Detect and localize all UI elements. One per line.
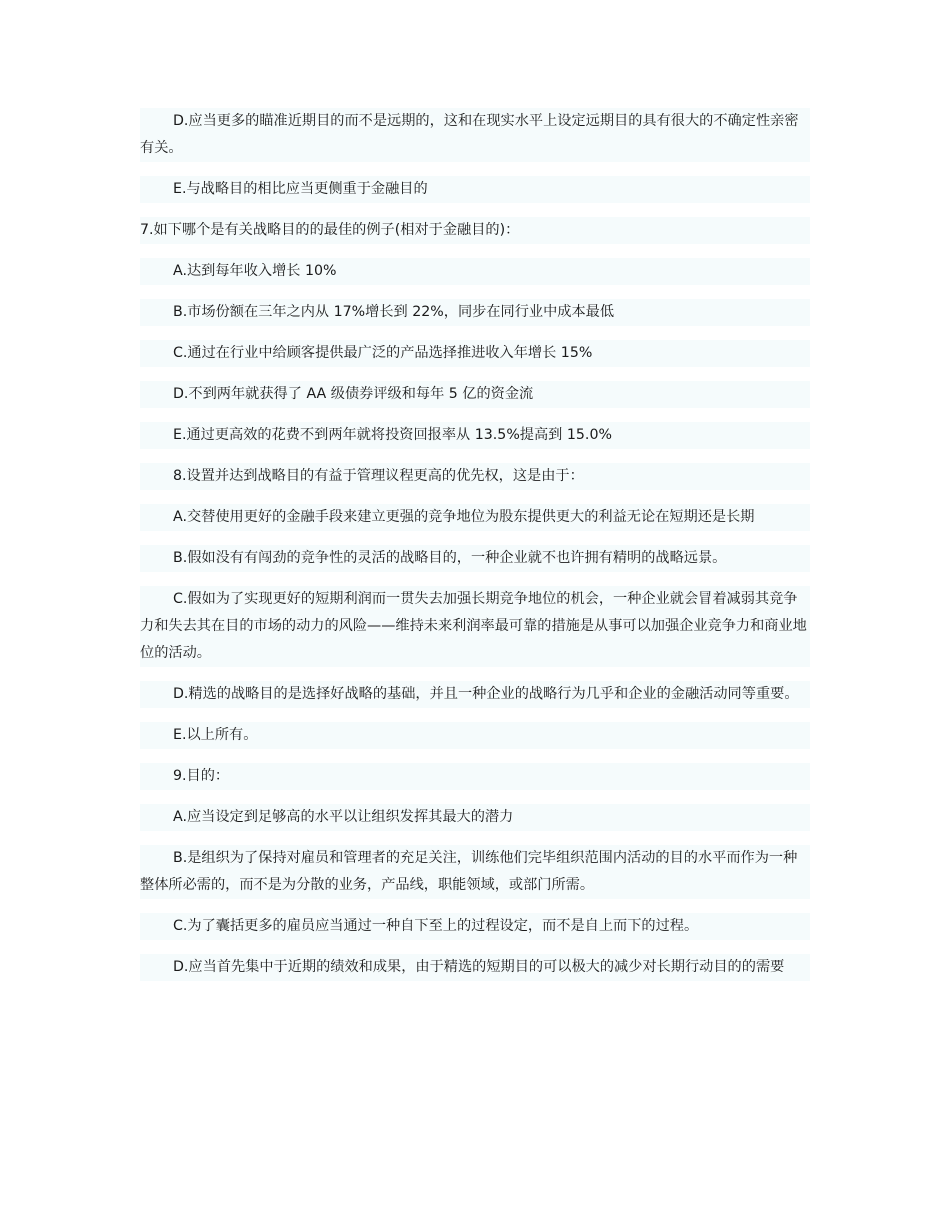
q7-option-d: D.不到两年就获得了 AA 级债券评级和每年 5 亿的资金流 [140,381,810,408]
q9-option-d: D.应当首先集中于近期的绩效和成果，由于精选的短期目的可以极大的减少对长期行动目的的需要 [140,954,810,981]
q7-option-c: C.通过在行业中给顾客提供最广泛的产品选择推进收入年增长 15% [140,340,810,367]
q8-option-b: B.假如没有有闯劲的竞争性的灵活的战略目的，一种企业就不也许拥有精明的战略远景。 [140,545,810,572]
question-9-paragraph: 9.目的： [140,763,810,790]
option-d-paragraph: D.应当更多的瞄准近期目的而不是远期的，这和在现实水平上设定远期目的具有很大的不确定性亲密有关。 [140,108,810,162]
q7-option-a: A.达到每年收入增长 10% [140,258,810,285]
q8-option-d: D.精选的战略目的是选择好战略的基础，并且一种企业的战略行为几乎和企业的金融活动同等重要。 [140,681,810,708]
question-7-paragraph: 7.如下哪个是有关战略目的的最佳的例子(相对于金融目的)： [140,217,810,244]
q9-option-a: A.应当设定到足够高的水平以让组织发挥其最大的潜力 [140,804,810,831]
question-8-paragraph: 8.设置并达到战略目的有益于管理议程更高的优先权，这是由于： [140,463,810,490]
q9-option-b: B.是组织为了保持对雇员和管理者的充足关注，训练他们完毕组织范围内活动的目的水平而作为一种整体所必需的，而不是为分散的业务，产品线，职能领域，或部门所需。 [140,845,810,899]
q7-option-e: E.通过更高效的花费不到两年就将投资回报率从 13.5%提高到 15.0% [140,422,810,449]
q8-option-e: E.以上所有。 [140,722,810,749]
q9-option-c: C.为了囊括更多的雇员应当通过一种自下至上的过程设定，而不是自上而下的过程。 [140,913,810,940]
option-e-paragraph: E.与战略目的相比应当更侧重于金融目的 [140,176,810,203]
q8-option-c: C.假如为了实现更好的短期利润而一贯失去加强长期竞争地位的机会，一种企业就会冒着减弱其竞争力和失去其在目的市场的动力的风险——维持未来利润率最可靠的措施是从事可以加强企业竞争力和商业地位的活动。 [140,586,810,667]
q7-option-b: B.市场份额在三年之内从 17%增长到 22%，同步在同行业中成本最低 [140,299,810,326]
document-body [140,108,810,995]
q8-option-a: A.交替使用更好的金融手段来建立更强的竞争地位为股东提供更大的利益无论在短期还是长期 [140,504,810,531]
